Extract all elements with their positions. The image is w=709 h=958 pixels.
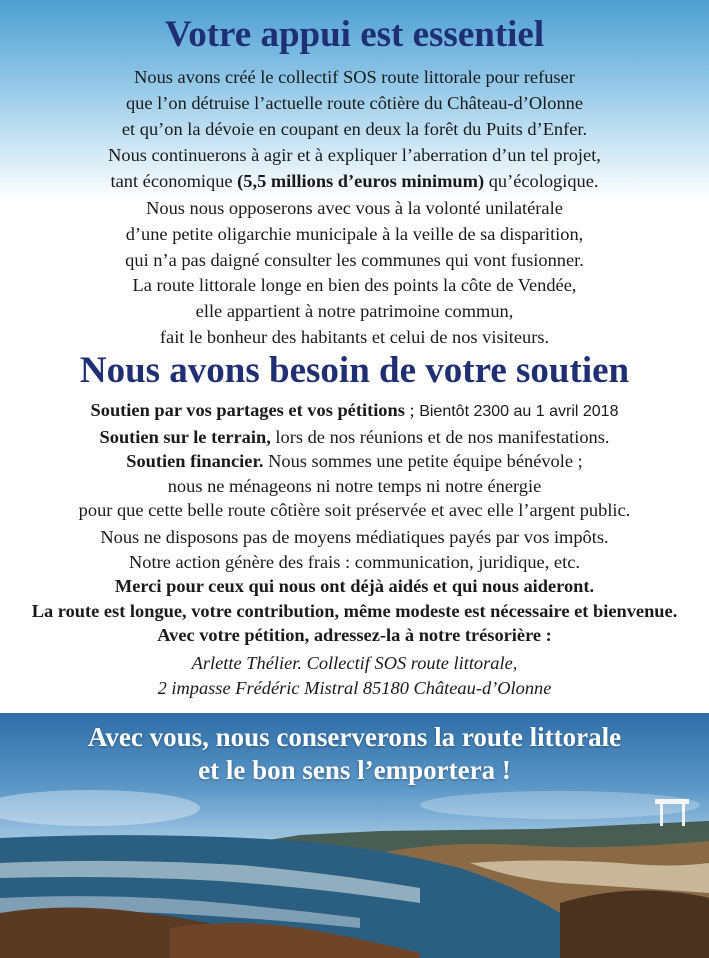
support-separator: ; bbox=[404, 400, 420, 420]
heritage-line: fait le bonheur des habitants et celui de nos visiteurs. bbox=[159, 327, 550, 347]
intro-paragraph bbox=[0, 64, 709, 194]
slogan-line: et le bon sens l’emportera ! bbox=[198, 755, 511, 785]
cost-highlight: (5,5 millions d’euros minimum) bbox=[237, 171, 485, 191]
opposition-line: qui n’a pas daigné consulter les communes qui vont fusionner. bbox=[125, 250, 584, 270]
intro-line: Nous continuerons à agir et à expliquer l’aberration d’un tel projet, bbox=[108, 145, 601, 165]
address-line: Arlette Thélier. Collectif SOS route littorale, bbox=[191, 653, 518, 673]
address-line: 2 impasse Frédéric Mistral 85180 Château-d’Olonne bbox=[157, 677, 552, 698]
opposition-line: Nous nous opposerons avec vous à la volonté unilatérale bbox=[146, 198, 563, 218]
intro-line bbox=[0, 168, 709, 194]
support-financier: Soutien financier. bbox=[126, 451, 264, 471]
intro-text: tant économique bbox=[110, 171, 238, 191]
support-paragraph bbox=[0, 398, 709, 523]
support-text: lors de nos réunions et de nos manifestations. bbox=[270, 426, 610, 447]
heritage-paragraph bbox=[0, 272, 709, 350]
support-line bbox=[0, 449, 709, 474]
support-text: Nous sommes une petite équipe bénévole ; bbox=[263, 451, 583, 471]
opposition-paragraph bbox=[0, 195, 709, 273]
opposition-line: d’une petite oligarchie municipale à la veille de sa disparition, bbox=[125, 224, 584, 244]
petition-count-note: Bientôt 2300 au 1 avril 2018 bbox=[419, 403, 619, 420]
coastal-photo bbox=[0, 713, 709, 958]
heading-soutien: Nous avons besoin de votre soutien bbox=[79, 350, 630, 391]
support-line: nous ne ménageons ni notre temps ni notre énergie bbox=[167, 475, 542, 496]
support-line bbox=[0, 398, 709, 425]
heritage-line: La route littorale longe en bien des points la côte de Vendée, bbox=[132, 275, 577, 295]
support-line: pour que cette belle route côtière soit préservée et avec elle l’argent public. bbox=[78, 500, 631, 520]
support-line bbox=[0, 425, 709, 450]
funding-line: Notre action génère des frais : communication, juridique, etc. bbox=[129, 551, 580, 572]
treasurer-address bbox=[0, 651, 709, 700]
funding-paragraph bbox=[0, 525, 709, 648]
funding-thanks: Merci pour ceux qui nous ont déjà aidés et qui nous aideront. bbox=[114, 576, 595, 596]
intro-text: qu’écologique. bbox=[484, 171, 599, 191]
intro-line: Nous avons créé le collectif SOS route littorale pour refuser bbox=[134, 67, 575, 87]
intro-line: que l’on détruise l’actuelle route côtière du Château-d’Olonne bbox=[125, 93, 584, 113]
photo-slogan bbox=[0, 721, 709, 787]
funding-line: Nous ne disposons pas de moyens médiatiques payés par vos impôts. bbox=[100, 527, 609, 547]
heritage-line: elle appartient à notre patrimoine commun, bbox=[195, 301, 514, 321]
funding-instruction: Avec votre pétition, adressez-la à notre trésorière : bbox=[157, 625, 552, 645]
slogan-line: Avec vous, nous conserverons la route littorale bbox=[87, 722, 622, 752]
support-terrain: Soutien sur le terrain, bbox=[99, 426, 271, 447]
heading-appui: Votre appui est essentiel bbox=[164, 14, 545, 55]
intro-line: et qu’on la dévoie en coupant en deux la forêt du Puits d’Enfer. bbox=[121, 119, 588, 139]
funding-appeal: La route est longue, votre contribution, même modeste est nécessaire et bienvenue. bbox=[31, 600, 678, 621]
support-petitions: Soutien par vos partages et vos pétitions bbox=[90, 400, 405, 420]
